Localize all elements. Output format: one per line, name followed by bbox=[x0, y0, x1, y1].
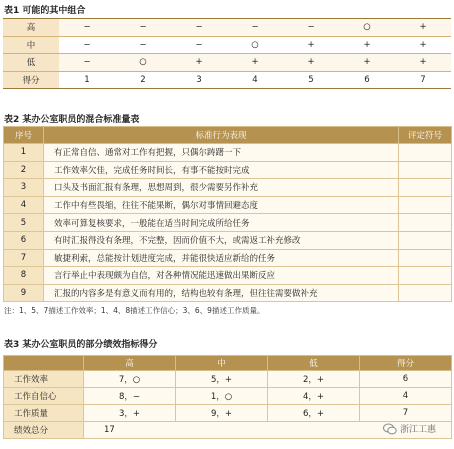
table-header-row bbox=[4, 356, 452, 371]
score-cell: 4 bbox=[227, 71, 283, 89]
table-row bbox=[4, 267, 452, 285]
table-cell: + bbox=[283, 54, 339, 72]
table-cell: 1，○ bbox=[176, 388, 268, 405]
table1-caption: 表1 可能的其中组合 bbox=[4, 6, 86, 16]
table-cell: − bbox=[171, 19, 227, 37]
behavior-text: 敏捷利索，总能按计划进度完成，并能很快适应新给的任务 bbox=[44, 249, 399, 267]
table-row bbox=[3, 71, 451, 89]
header-score: 得分 bbox=[360, 356, 452, 371]
header-rating: 评定符号 bbox=[399, 127, 452, 144]
row-number: 4 bbox=[4, 196, 44, 214]
table-cell: 6，+ bbox=[268, 405, 360, 422]
table-row bbox=[4, 231, 452, 249]
table-cell: − bbox=[59, 54, 115, 72]
table-cell: + bbox=[395, 19, 451, 37]
table3-caption: 表3 某办公室职员的部分绩效指标得分 bbox=[4, 340, 158, 350]
table-cell: + bbox=[339, 36, 395, 54]
behavior-text: 工作效率欠佳，完成任务时间长，有事不能按时完成 bbox=[44, 161, 399, 179]
header-number: 序号 bbox=[4, 127, 44, 144]
table-row bbox=[3, 54, 451, 72]
table-cell: − bbox=[59, 36, 115, 54]
table-cell: + bbox=[227, 54, 283, 72]
behavior-text: 言行举止中表现颇为自信，对各种情况能迅速做出果断反应 bbox=[44, 267, 399, 285]
row-number: 7 bbox=[4, 249, 44, 267]
score-label: 得分 bbox=[3, 71, 59, 89]
total-value: 17 bbox=[84, 422, 452, 439]
score-cell: 3 bbox=[171, 71, 227, 89]
score-cell: 6 bbox=[339, 71, 395, 89]
header-low: 低 bbox=[268, 356, 360, 371]
table-cell: 8，− bbox=[84, 388, 176, 405]
rating-cell bbox=[399, 284, 452, 302]
table-row bbox=[4, 405, 452, 422]
rating-cell bbox=[399, 267, 452, 285]
row-number: 5 bbox=[4, 214, 44, 232]
table-cell: 4，+ bbox=[268, 388, 360, 405]
table-cell: + bbox=[171, 54, 227, 72]
header-behavior: 标准行为表现 bbox=[44, 127, 399, 144]
table-header-row bbox=[4, 127, 452, 144]
rating-cell bbox=[399, 249, 452, 267]
table2-caption: 表2 某办公室职员的混合标准量表 bbox=[4, 115, 140, 125]
table-cell: ○ bbox=[115, 54, 171, 72]
table-row bbox=[4, 179, 452, 197]
rating-cell bbox=[399, 214, 452, 232]
score-cell: 6 bbox=[360, 371, 452, 388]
rating-cell bbox=[399, 231, 452, 249]
table-cell: 2，+ bbox=[268, 371, 360, 388]
table-cell: − bbox=[171, 36, 227, 54]
row-label-medium: 中 bbox=[3, 36, 59, 54]
total-label: 绩效总分 bbox=[4, 422, 84, 439]
table-cell: − bbox=[115, 36, 171, 54]
wechat-icon bbox=[383, 423, 397, 435]
table-row bbox=[4, 214, 452, 232]
header-high: 高 bbox=[84, 356, 176, 371]
table-cell: − bbox=[115, 19, 171, 37]
rating-cell bbox=[399, 179, 452, 197]
combination-table bbox=[3, 18, 451, 89]
table-row bbox=[4, 371, 452, 388]
table-cell: + bbox=[395, 36, 451, 54]
score-cell: 4 bbox=[360, 388, 452, 405]
row-label-quality: 工作质量 bbox=[4, 405, 84, 422]
table-cell: ○ bbox=[339, 19, 395, 37]
behavior-text: 效率可算复核要求，一般能在适当时间完成所给任务 bbox=[44, 214, 399, 232]
table-row bbox=[4, 284, 452, 302]
table-cell: − bbox=[283, 19, 339, 37]
table-cell: 3，+ bbox=[84, 405, 176, 422]
row-number: 2 bbox=[4, 161, 44, 179]
table2-note: 注：1、5、7描述工作效率；1、4、8描述工作信心；3、6、9描述工作质量。 bbox=[4, 306, 265, 315]
score-cell: 2 bbox=[115, 71, 171, 89]
table-cell: − bbox=[227, 19, 283, 37]
table-cell: 9，+ bbox=[176, 405, 268, 422]
behavior-text: 汇报的内容多是有意义而有用的，结构也较有条理，但往往需要做补充 bbox=[44, 284, 399, 302]
row-label-low: 低 bbox=[3, 54, 59, 72]
table-cell: 5，+ bbox=[176, 371, 268, 388]
score-cell: 1 bbox=[59, 71, 115, 89]
row-number: 8 bbox=[4, 267, 44, 285]
watermark bbox=[383, 422, 436, 435]
row-label-efficiency: 工作效率 bbox=[4, 371, 84, 388]
watermark-text: 浙江工惠 bbox=[399, 425, 436, 435]
rating-cell bbox=[399, 161, 452, 179]
table-row bbox=[3, 36, 451, 54]
row-number: 1 bbox=[4, 144, 44, 162]
behavior-text: 有时汇报得没有条理，不完整，因而价值不大，或需返工补充修改 bbox=[44, 231, 399, 249]
table-row bbox=[4, 249, 452, 267]
rating-cell bbox=[399, 196, 452, 214]
table-row bbox=[4, 196, 452, 214]
table-cell: + bbox=[283, 36, 339, 54]
rating-cell bbox=[399, 144, 452, 162]
behavior-text: 口头及书面汇报有条理，思想周到，很少需要另作补充 bbox=[44, 179, 399, 197]
row-number: 3 bbox=[4, 179, 44, 197]
behavior-text: 有正常自信、通常对工作有把握，只偶尔踌躇一下 bbox=[44, 144, 399, 162]
table-cell: + bbox=[339, 54, 395, 72]
row-label-confidence: 工作自信心 bbox=[4, 388, 84, 405]
table-cell: 7，○ bbox=[84, 371, 176, 388]
table-row bbox=[3, 19, 451, 37]
table-cell: ○ bbox=[227, 36, 283, 54]
score-cell: 7 bbox=[360, 405, 452, 422]
table-row bbox=[4, 388, 452, 405]
table-cell: − bbox=[59, 19, 115, 37]
score-cell: 7 bbox=[395, 71, 451, 89]
header-medium: 中 bbox=[176, 356, 268, 371]
table-row bbox=[4, 161, 452, 179]
row-number: 6 bbox=[4, 231, 44, 249]
table-row bbox=[4, 144, 452, 162]
row-number: 9 bbox=[4, 284, 44, 302]
table-cell: + bbox=[395, 54, 451, 72]
header-blank bbox=[4, 356, 84, 371]
score-cell: 5 bbox=[283, 71, 339, 89]
mixed-standard-scale-table bbox=[3, 126, 452, 302]
behavior-text: 工作中有些畏缩，往往不能果断，偶尔对事情回避态度 bbox=[44, 196, 399, 214]
row-label-high: 高 bbox=[3, 19, 59, 37]
